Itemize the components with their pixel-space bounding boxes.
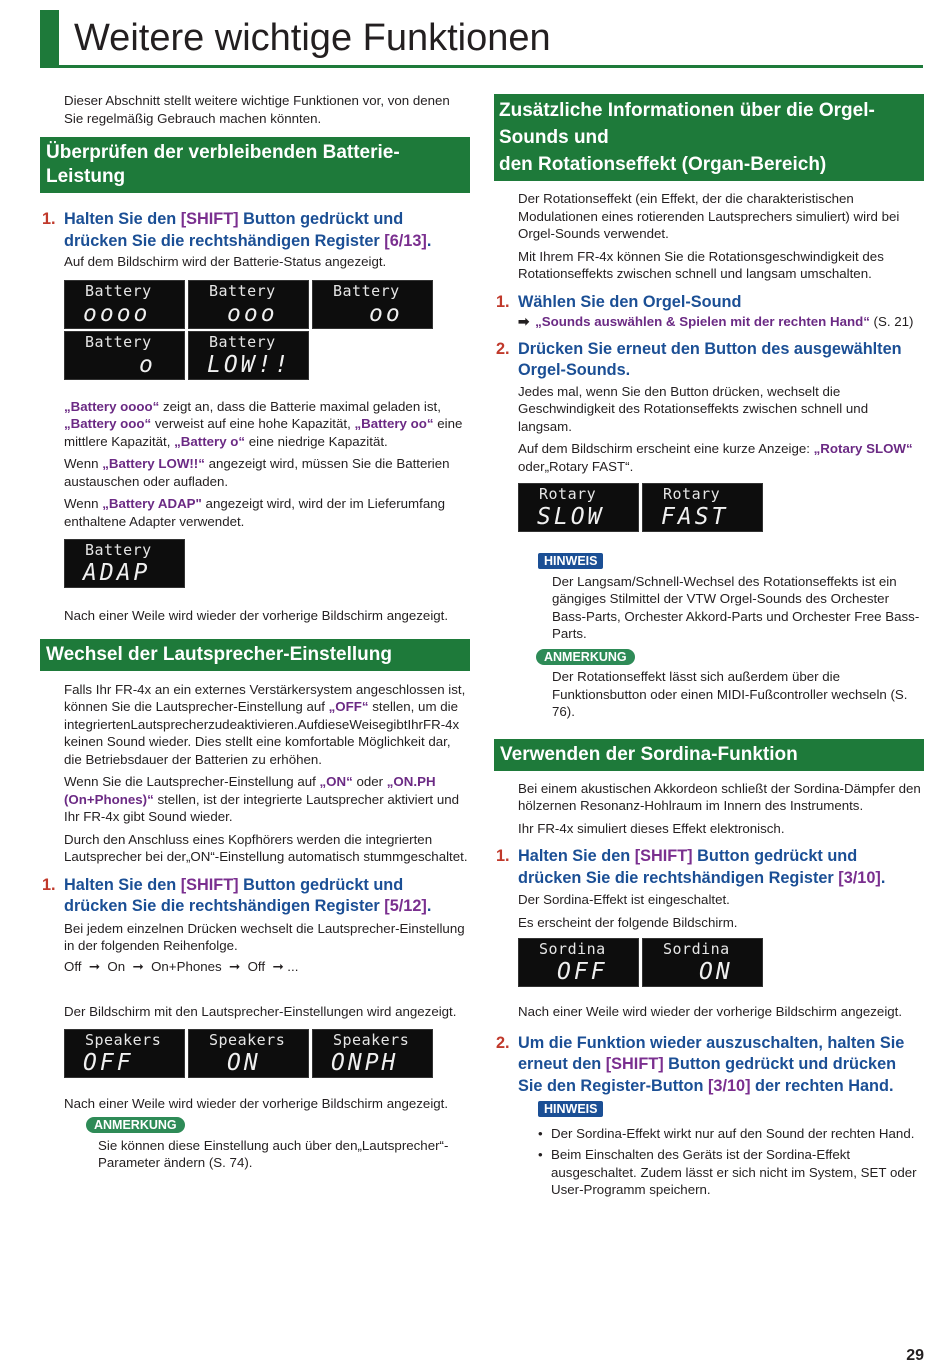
text: verweist auf eine hohe Kapazität, bbox=[151, 416, 355, 431]
hint-badge: HINWEIS bbox=[538, 1101, 603, 1117]
shift-button-ref: [SHIFT] bbox=[634, 847, 693, 865]
battery-step-1 bbox=[40, 209, 470, 252]
lcd-top-line: Sordina bbox=[663, 940, 730, 958]
text: eine mittlere Kapazität, bbox=[64, 416, 463, 449]
speaker-sequence: Off ➞ On ➞ On+Phones ➞ Off ➞ ... bbox=[64, 958, 299, 974]
text: angezeigt wird, wird der im Lieferumfang enthaltene Adapter verwendet. bbox=[64, 496, 446, 529]
text: Auf dem Bildschirm erscheint eine kurze Anzeige: bbox=[518, 441, 814, 456]
arrow-right-icon: ➡ bbox=[518, 314, 530, 329]
section-heading-speaker: Wechsel der Lautsprecher-Einstellung bbox=[40, 639, 470, 671]
step-number: 1. bbox=[42, 210, 56, 228]
lcd-bottom-line: FAST bbox=[661, 504, 729, 530]
header-accent-bar bbox=[40, 10, 59, 68]
lcd-bottom-line: ONPH bbox=[331, 1049, 399, 1076]
text: Wenn Sie die Lautsprecher-Einstellung auf bbox=[64, 774, 320, 789]
battery-low-text bbox=[64, 455, 470, 490]
lcd-top-line: Battery bbox=[85, 541, 152, 559]
text: eine niedrige Kapazität. bbox=[245, 433, 388, 449]
display-term: „Battery LOW!!“ bbox=[102, 456, 205, 471]
organ-p3: Jedes mal, wenn Sie den Button drücken, wechselt die Geschwindigkeit des Rotationseffekts zwischen schnell und langsam. bbox=[518, 383, 869, 434]
speaker-note-text: Sie können diese Einstellung auch über den„Lautsprecher“-Parameter ändern (S. 74). bbox=[98, 1137, 449, 1170]
speaker-after-text: Nach einer Weile wird wieder der vorherige Bildschirm angezeigt. bbox=[64, 1095, 449, 1111]
lcd-bottom-line: OFF bbox=[557, 959, 608, 985]
lcd-bottom-line: oo bbox=[369, 300, 403, 327]
display-term: „OFF“ bbox=[328, 699, 369, 714]
display-term: „Battery ooo“ bbox=[64, 416, 152, 431]
text: Wenn bbox=[64, 456, 103, 471]
lcd-screen bbox=[64, 539, 185, 588]
display-term: „Rotary SLOW“ bbox=[813, 441, 913, 456]
text: oder„Rotary FAST“. bbox=[518, 458, 634, 474]
display-term: „Battery oo“ bbox=[354, 416, 434, 431]
lcd-screen bbox=[518, 483, 639, 532]
heading-line: den Rotationseffekt (Organ-Bereich) bbox=[499, 154, 827, 175]
shift-button-ref: [SHIFT] bbox=[180, 210, 239, 228]
text: angezeigt wird, müssen Sie die Batterien austauschen oder aufladen. bbox=[64, 456, 450, 489]
lcd-screen bbox=[64, 280, 185, 329]
step-text: . bbox=[426, 897, 432, 915]
battery-description bbox=[64, 398, 470, 451]
reference-link[interactable]: „Sounds auswählen & Spielen mit der rechten Hand“ bbox=[535, 314, 870, 329]
step-number: 2. bbox=[496, 339, 510, 358]
intro-text: Dieser Abschnitt stellt weitere wichtige Funktionen vor, von denen Sie regelmäßig Gebrauch machen könnten. bbox=[64, 93, 450, 126]
display-term: „Battery oooo“ bbox=[64, 398, 160, 414]
speaker-step-1 bbox=[40, 875, 470, 918]
lcd-bottom-line: ON bbox=[227, 1049, 261, 1076]
organ-p4 bbox=[518, 440, 924, 475]
lcd-bottom-line: oooo bbox=[83, 300, 151, 327]
sordina-on-text: Der Sordina-Effekt ist eingeschaltet. bbox=[518, 892, 730, 907]
organ-step-1 bbox=[494, 292, 924, 314]
right-column bbox=[494, 94, 924, 1203]
step-text: Halten Sie den bbox=[64, 875, 181, 894]
shift-button-ref: [SHIFT] bbox=[605, 1055, 664, 1073]
sordina-p1: Bei einem akustischen Akkordeon schließt der Sordina-Dämpfer den hölzernen Resonanz-Hohlraum im Innern des Instruments. bbox=[518, 780, 921, 813]
list-item: • Der Sordina-Effekt wirkt nur auf den Sound der rechten Hand. bbox=[538, 1125, 924, 1143]
register-ref: [3/10] bbox=[707, 1076, 751, 1095]
step-number: 1. bbox=[42, 875, 56, 894]
lcd-top-line: Battery bbox=[85, 281, 152, 300]
lcd-top-line: Speakers bbox=[209, 1030, 286, 1049]
lcd-top-line: Rotary bbox=[663, 485, 721, 503]
lcd-bottom-line: ADAP bbox=[83, 560, 151, 586]
lcd-screen bbox=[64, 331, 185, 380]
speaker-note-label-wrap bbox=[86, 1116, 470, 1134]
step-text: Drücken Sie erneut den Button des ausgewählten Orgel-Sounds. bbox=[518, 339, 902, 379]
note-badge: ANMERKUNG bbox=[536, 649, 635, 665]
speaker-p2 bbox=[64, 773, 470, 826]
battery-adap-text bbox=[64, 495, 470, 530]
organ-p1: Der Rotationseffekt (ein Effekt, der die charakteristischen Modulationen eines rotierenden Lautsprechers simuliert) wird bei Orgel-Sounds verwendet. bbox=[518, 191, 900, 241]
section-heading-sordina: Verwenden der Sordina-Funktion bbox=[494, 739, 924, 771]
step-text: Um die Funktion wieder auszuschalten, halten Sie erneut den bbox=[518, 1033, 905, 1073]
step-number: 1. bbox=[496, 847, 510, 865]
organ-note-label-wrap bbox=[536, 648, 924, 666]
text: Falls Ihr FR-4x an ein externes Verstärkersystem angeschlossen ist, können Sie die Lautsprecher-Einstellung auf bbox=[64, 681, 466, 714]
register-ref: [3/10] bbox=[838, 868, 881, 887]
sordina-lcd-row bbox=[518, 938, 924, 987]
lcd-screen bbox=[188, 331, 309, 380]
hint-badge: HINWEIS bbox=[538, 553, 603, 569]
lcd-top-line: Battery bbox=[209, 281, 276, 300]
lcd-screen bbox=[188, 280, 309, 329]
speaker-p3: Durch den Anschluss eines Kopfhörers werden die integrierten Lautsprecher bei der„ON“-Einstellung automatisch stummgeschaltet. bbox=[64, 831, 468, 864]
speaker-lcd-row bbox=[64, 1029, 470, 1078]
step-text: Halten Sie den bbox=[64, 210, 181, 228]
register-ref: [5/12] bbox=[384, 897, 427, 915]
lcd-top-line: Battery bbox=[85, 332, 152, 351]
text: Wenn bbox=[64, 496, 103, 511]
step-text: . bbox=[880, 868, 886, 887]
organ-hint-text: Der Langsam/Schnell-Wechsel des Rotationseffekts ist ein gängiges Stilmittel der VTW Orgel-Sounds des Orchester Bass-Parts, Orchester Akkord-Parts und Orchester Free Bass-Parts. bbox=[552, 573, 920, 641]
battery-adap-lcd-row bbox=[64, 539, 470, 588]
section-heading-organ bbox=[494, 94, 924, 181]
sordina-appears-text: Es erscheint der folgende Bildschirm. bbox=[518, 914, 738, 930]
lcd-screen bbox=[188, 1029, 309, 1078]
reference-page: (S. 21) bbox=[869, 314, 914, 329]
step-text: Button gedrückt und drücken Sie die rechtshändigen Register bbox=[64, 875, 404, 915]
sordina-after-text: Nach einer Weile wird wieder der vorherige Bildschirm angezeigt. bbox=[518, 1004, 903, 1019]
display-term: „Battery ADAP" bbox=[102, 496, 202, 511]
header-rule bbox=[40, 65, 923, 68]
lcd-screen bbox=[642, 483, 763, 532]
speaker-press-text: Bei jedem einzelnen Drücken wechselt die Lautsprecher-Einstellung in der folgenden Reihenfolge. bbox=[64, 920, 465, 953]
list-item: • Beim Einschalten des Geräts ist der Sordina-Effekt ausgeschaltet. Zudem lässt er sich nicht im System, SET oder User-Programm speichern. bbox=[538, 1146, 924, 1199]
step-text: Button gedrückt und drücken Sie den Register-Button bbox=[518, 1055, 897, 1095]
step-text: Button gedrückt und drücken Sie die rechtshändigen Register bbox=[518, 847, 858, 887]
organ-p2: Mit Ihrem FR-4x können Sie die Rotationsgeschwindigkeit des Rotationseffekts zwischen schnell und langsam umschalten. bbox=[518, 248, 884, 281]
sordina-step-1 bbox=[494, 846, 924, 889]
display-term: „ON.PH (On+Phones)“ bbox=[64, 774, 436, 807]
lcd-top-line: Battery bbox=[209, 332, 276, 351]
speaker-p1 bbox=[64, 681, 470, 769]
lcd-screen bbox=[642, 938, 763, 987]
lcd-top-line: Sordina bbox=[539, 940, 606, 958]
battery-after-text: Nach einer Weile wird wieder der vorherige Bildschirm angezeigt. bbox=[64, 608, 449, 623]
organ-step-2 bbox=[494, 339, 924, 382]
lcd-bottom-line: ooo bbox=[227, 300, 278, 327]
speaker-shown-text: Der Bildschirm mit den Lautsprecher-Einstellungen wird angezeigt. bbox=[64, 1004, 457, 1019]
text: oder bbox=[352, 774, 387, 789]
heading-line: Zusätzliche Informationen über die Orgel-Sounds und bbox=[499, 100, 875, 148]
lcd-bottom-line: SLOW bbox=[537, 504, 605, 530]
step-text: Halten Sie den bbox=[518, 847, 635, 865]
organ-hint-label-wrap bbox=[538, 552, 924, 570]
step-text: Button gedrückt und drücken Sie die rechtshändigen Register bbox=[64, 210, 404, 250]
sordina-hint-label-wrap bbox=[538, 1100, 924, 1118]
text: stellen, um die integriertenLautsprecherzudeaktivieren.AufdieseWeisegibtIhrFR-4x keinen Sound wieder. Dies stellt eine komfortable Möglichkeit dar, die Betriebsdauer der Batterien zu erhöhen. bbox=[64, 699, 460, 767]
page-header bbox=[40, 10, 923, 68]
section-heading-battery: Überprüfen der verbleibenden Batterie-Leistung bbox=[40, 137, 470, 193]
lcd-screen bbox=[64, 1029, 185, 1078]
sordina-hint-list bbox=[538, 1125, 924, 1199]
lcd-bottom-line: OFF bbox=[83, 1049, 134, 1076]
lcd-screen bbox=[518, 938, 639, 987]
page-number: 29 bbox=[906, 1347, 924, 1364]
display-term: „Battery o“ bbox=[174, 433, 246, 449]
note-badge: ANMERKUNG bbox=[86, 1117, 185, 1133]
lcd-top-line: Speakers bbox=[85, 1030, 162, 1049]
organ-reference bbox=[518, 313, 924, 331]
lcd-bottom-line: LOW!! bbox=[207, 351, 292, 378]
step-text: . bbox=[426, 231, 432, 250]
lcd-bottom-line: ON bbox=[699, 959, 733, 985]
left-column bbox=[40, 92, 470, 1172]
lcd-top-line: Speakers bbox=[333, 1030, 410, 1049]
shift-button-ref: [SHIFT] bbox=[180, 875, 239, 894]
battery-lcd-row-1 bbox=[64, 280, 470, 329]
step-text: der rechten Hand. bbox=[750, 1076, 894, 1095]
lcd-top-line: Battery bbox=[333, 281, 400, 300]
step-number: 2. bbox=[496, 1033, 510, 1052]
organ-note-text: Der Rotationseffekt lässt sich außerdem über die Funktionsbutton oder einen MIDI-Fußcontroller wechseln (S. 76). bbox=[552, 669, 908, 719]
register-ref: [6/13] bbox=[384, 231, 427, 250]
sordina-step-2 bbox=[494, 1033, 924, 1098]
step-text: Wählen Sie den Orgel-Sound bbox=[518, 292, 742, 311]
text: stellen, ist der integrierte Lautsprecher aktiviert und Ihr FR-4x gibt Sound wieder. bbox=[64, 791, 460, 824]
lcd-top-line: Rotary bbox=[539, 485, 597, 503]
lcd-screen bbox=[312, 1029, 433, 1078]
text: zeigt an, dass die Batterie maximal geladen ist, bbox=[159, 398, 441, 414]
lcd-bottom-line: o bbox=[139, 351, 156, 378]
sordina-p2: Ihr FR-4x simuliert dieses Effekt elektronisch. bbox=[518, 820, 785, 836]
battery-shown-text: Auf dem Bildschirm wird der Batterie-Status angezeigt. bbox=[64, 254, 387, 269]
page-title: Weitere wichtige Funktionen bbox=[74, 17, 551, 59]
lcd-screen bbox=[312, 280, 433, 329]
battery-lcd-row-2 bbox=[64, 331, 470, 380]
step-number: 1. bbox=[496, 292, 510, 311]
organ-lcd-row bbox=[518, 483, 924, 532]
display-term: „ON“ bbox=[319, 774, 353, 789]
